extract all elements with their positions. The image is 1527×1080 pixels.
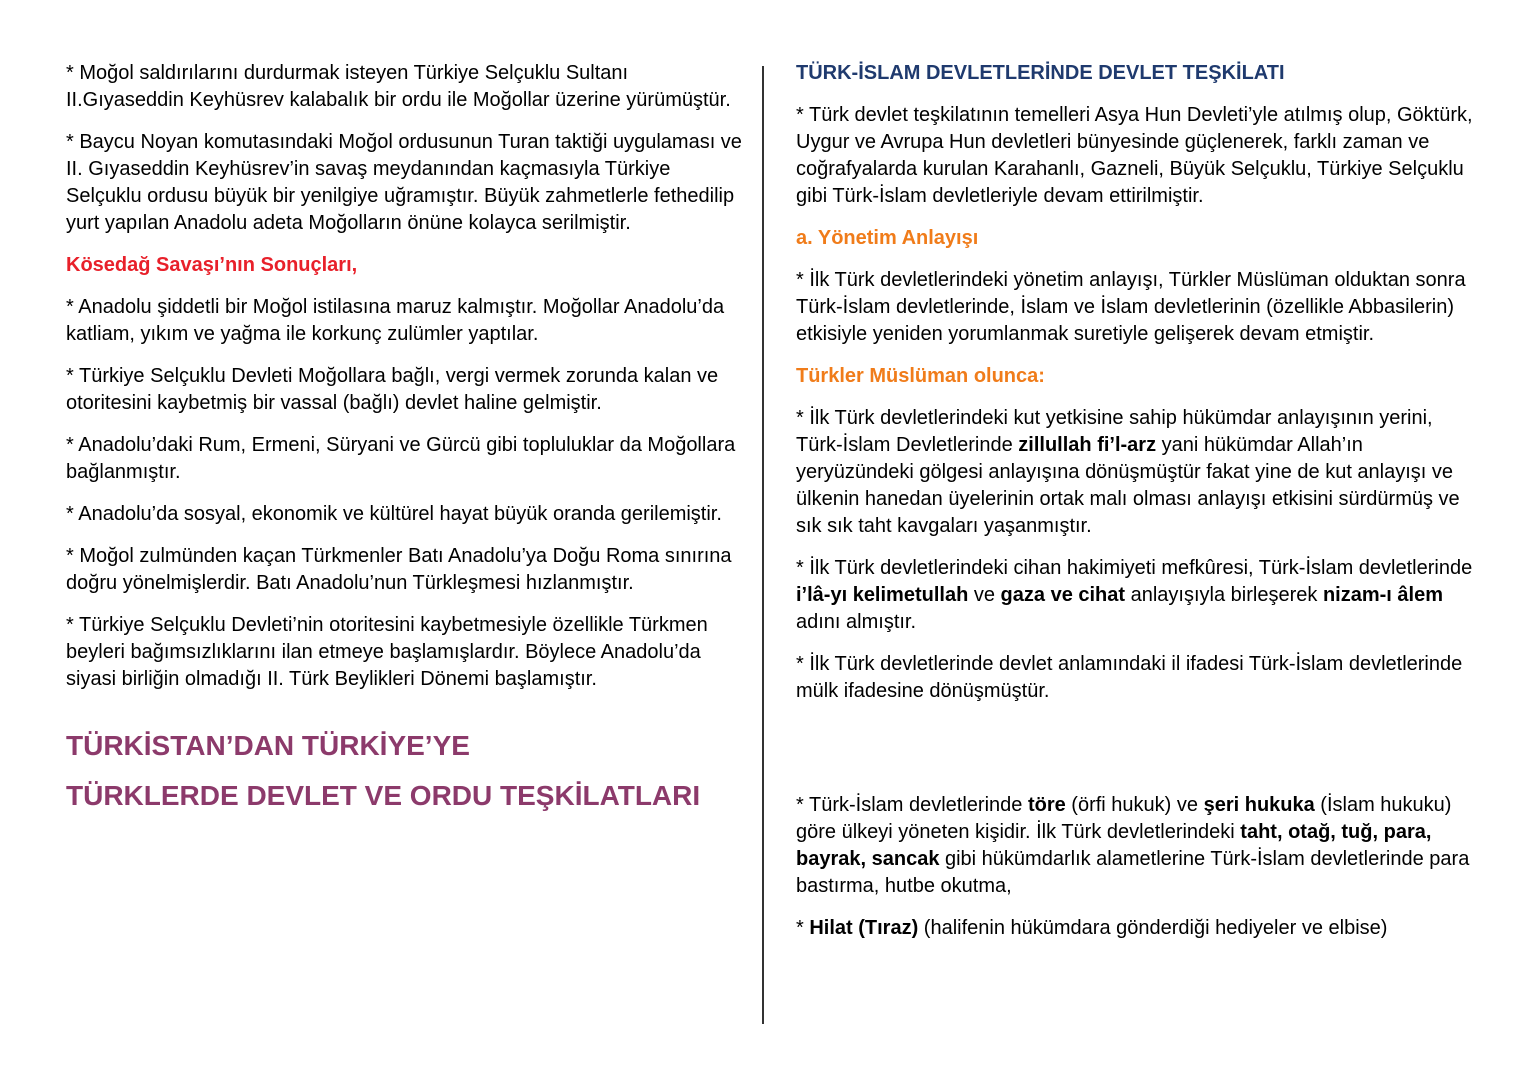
chapter-title-2: TÜRKLERDE DEVLET VE ORDU TEŞKİLATLARI [66, 780, 701, 811]
bold-term: töre [1027, 794, 1066, 816]
bold-term: nizam-ı âlem [1322, 584, 1443, 606]
text-run: (halifenin hükümdara gönderdiği hediyeler ve elbise) [918, 917, 1388, 939]
section-heading-devlet-teskilati: TÜRK-İSLAM DEVLETLERİNDE DEVLET TEŞKİLATI [796, 62, 1285, 84]
result-item: * Türkiye Selçuklu Devleti’nin otoritesini kaybetmesiyle özellikle Türkmen beyleri bağımsızlıklarını ilan etmeye başlamışlardır. Böylece Anadolu’da siyasi birliğin olmadığı II. Türk Beylikleri Dönemi başlamıştır. [66, 614, 708, 690]
text-run: * [796, 917, 810, 939]
text-run: ve [968, 584, 1001, 606]
subheading-turkler-musluman: Türkler Müslüman olunca: [796, 365, 1045, 387]
chapter-title-1: TÜRKİSTAN’DAN TÜRKİYE’YE [66, 730, 470, 761]
paragraph: * Moğol saldırılarını durdurmak isteyen Türkiye Selçuklu Sultanı II.Gıyaseddin Keyhüsrev kalabalık bir ordu ile Moğollar üzerine yürümüştür. [66, 62, 731, 111]
result-item: * Moğol zulmünden kaçan Türkmenler Batı Anadolu’ya Doğu Roma sınırına doğru yönelmişlerdir. Batı Anadolu’nun Türkleşmesi hızlanmıştır. [66, 545, 732, 594]
text-run: anlayışıyla birleşerek [1125, 584, 1323, 606]
bold-term: şeri hukuka [1203, 794, 1315, 816]
result-item: * Anadolu şiddetli bir Moğol istilasına maruz kalmıştır. Moğollar Anadolu’da katliam, yıkım ve yağma ile korkunç zulümler yaptılar. [66, 296, 725, 345]
text-run: (örfi hukuk) ve [1065, 794, 1204, 816]
text-run: yani hükümdar Allah’ın yeryüzündeki gölgesi anlayışına dönüşmüştür fakat yine de kut anlayışı ve ülkenin hanedan üyelerinin ortak malı olması anlayışı etkisini sürdürmüş ve sık sık taht kavgaları yaşanmıştır. [796, 434, 1460, 537]
result-item: * Anadolu’daki Rum, Ermeni, Süryani ve Gürcü gibi topluluklar da Moğollara bağlanmıştır. [66, 434, 736, 483]
text-run: gibi hükümdarlık alametlerine Türk-İslam devletlerinde para bastırma, hutbe okutma, [796, 848, 1470, 897]
paragraph: * İlk Türk devletlerinde devlet anlamındaki il ifadesi Türk-İslam devletlerinde mülk ifadesine dönüşmüştür. [796, 653, 1463, 702]
column-divider [762, 66, 764, 1024]
paragraph [796, 555, 1476, 636]
text-run: * İlk Türk devletlerindeki kut yetkisine sahip hükümdar anlayışının yerini, Türk-İslam Devletlerinde [796, 407, 1433, 456]
result-item: * Anadolu’da sosyal, ekonomik ve kültürel hayat büyük oranda gerilemiştir. [66, 503, 722, 525]
bold-term: zillullah fi’l-arz [1018, 434, 1157, 456]
paragraph [796, 405, 1476, 540]
paragraph: * İlk Türk devletlerindeki yönetim anlayışı, Türkler Müslüman olduktan sonra Türk-İslam devletlerinde, İslam ve İslam devletlerinin (özellikle Abbasilerin) etkisiyle yeniden yorumlanmak suretiyle gelişerek devam etmiştir. [796, 269, 1466, 345]
bold-term: Hilat (Tıraz) [809, 917, 919, 939]
text-run: * Türk-İslam devletlerinde [796, 794, 1028, 816]
lower-block [796, 792, 1476, 942]
text-run: adını almıştır. [796, 611, 917, 633]
bold-term: gaza ve cihat [1000, 584, 1126, 606]
paragraph [796, 792, 1476, 900]
right-column [796, 60, 1476, 957]
bold-term: taht, otağ, tuğ, para, bayrak, sancak [796, 821, 1432, 870]
left-column [66, 60, 746, 821]
paragraph: * Türk devlet teşkilatının temelleri Asya Hun Devleti’yle atılmış olup, Göktürk, Uygur ve Avrupa Hun devletleri bünyesinde güçlenerek, farklı zaman ve coğrafyalarda kurulan Karahanlı, Gazneli, Büyük Selçuklu, Türkiye Selçuklu gibi Türk-İslam devletleriyle devam ettirilmiştir. [796, 104, 1473, 207]
section-heading-kosedag: Kösedağ Savaşı’nın Sonuçları, [66, 254, 358, 276]
result-item: * Türkiye Selçuklu Devleti Moğollara bağlı, vergi vermek zorunda kalan ve otoritesini kaybetmiş bir vassal (bağlı) devlet haline gelmiştir. [66, 365, 719, 414]
paragraph: * Baycu Noyan komutasındaki Moğol ordusunun Turan taktiği uygulaması ve II. Gıyaseddin Keyhüsrev’in savaş meydanından kaçmasıyla Türkiye Selçuklu ordusu büyük bir yenilgiye uğramıştır. Büyük zahmetlerle fethedilip yurt yapılan Anadolu adeta Moğolların önüne kolayca serilmiştir. [66, 131, 742, 234]
text-run: * İlk Türk devletlerindeki cihan hakimiyeti mefkûresi, Türk-İslam devletlerinde [796, 557, 1473, 579]
subheading-yonetim-anlayisi: a. Yönetim Anlayışı [796, 227, 979, 249]
bold-term: i’lâ-yı kelimetullah [796, 584, 969, 606]
text-run: (İslam hukuku) göre ülkeyi yöneten kişidir. İlk Türk devletlerindeki [796, 794, 1452, 843]
chapter-titles [66, 721, 746, 821]
paragraph [796, 915, 1476, 942]
